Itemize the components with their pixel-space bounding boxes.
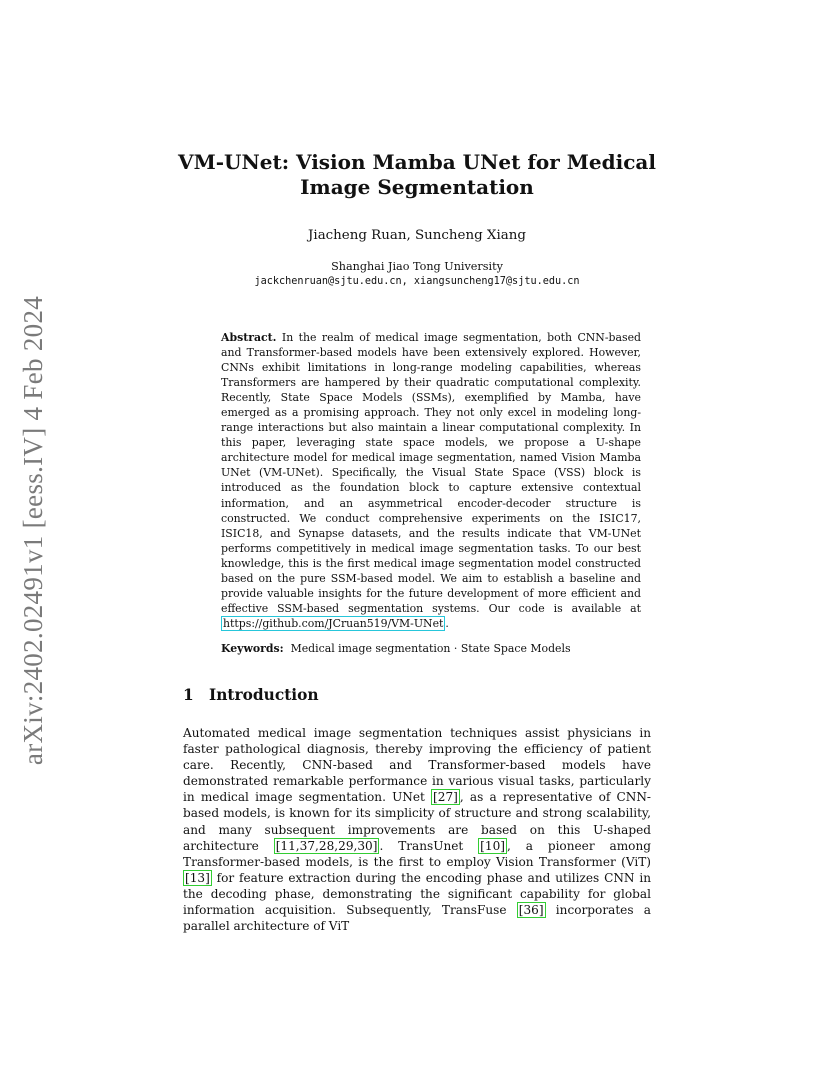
- keywords-label: Keywords:: [221, 642, 284, 655]
- section-heading-introduction: [183, 686, 319, 704]
- authors: Jiacheng Ruan, Suncheng Xiang: [308, 228, 526, 243]
- intro-text-4: , a pioneer among Transformer-based models, is the first to employ Vision Transformer (ViT): [183, 838, 651, 869]
- code-link[interactable]: https://github.com/JCruan519/VM-UNet: [223, 616, 444, 630]
- arxiv-identifier: arXiv:2402.02491v1 [eess.IV] 4 Feb 2024: [18, 295, 49, 765]
- keywords: [221, 642, 641, 655]
- affiliation: Shanghai Jiao Tong University: [331, 260, 503, 273]
- intro-text-5: for feature extraction during the encoding phase and utilizes CNN in the decoding phase, demonstrating the significant capability for global information acquisition. Subsequently, TransFuse: [183, 870, 651, 918]
- affiliation-block: [150, 259, 684, 289]
- abstract: [221, 330, 641, 631]
- intro-text-2: , as a representative of CNN-based models, is known for its simplicity of structure and strong scalability, and many subsequent improvements are based on this U-shaped architecture: [183, 790, 651, 853]
- abstract-text: In the realm of medical image segmentation, both CNN-based and Transformer-based models have been extensively explored. However, CNNs exhibit limitations in long-range modeling capabilities, whereas Transformers are hampered by their quadratic computational complexity. Recently, State Space Models (SSMs), exemplified by Mamba, have emerged as a promising approach. They not only excel in modeling long-range interactions but also maintain a linear computational complexity. In this paper, leveraging state space models, we propose a U-shape architecture model for medical image segmentation, named Vision Mamba UNet (VM-UNet). Specifically, the Visual State Space (VSS) block is introduced as the foundation block to capture extensive contextual information, and an asymmetrical encoder-decoder structure is constructed. We conduct comprehensive experiments on the ISIC17, ISIC18, and Synapse datasets, and the results indicate that VM-UNet performs competitively in medical image segmentation tasks. To our best knowledge, this is the first medical image segmentation model constructed based on the pure SSM-based model. We aim to establish a baseline and provide valuable insights for the future development of more efficient and effective SSM-based segmentation systems. Our code is available at: [221, 331, 641, 615]
- intro-text-3: . TransUnet: [379, 838, 479, 853]
- citation-link[interactable]: [13]: [185, 870, 210, 885]
- paper-title: VM-UNet: Vision Mamba UNet for Medical Image Segmentation: [178, 150, 656, 199]
- abstract-period: .: [445, 616, 449, 630]
- citation-link[interactable]: [10]: [480, 838, 505, 853]
- section-number: 1: [183, 686, 194, 704]
- author-emails[interactable]: jackchenruan@sjtu.edu.cn, xiangsuncheng17@sjtu.edu.cn: [254, 276, 580, 287]
- introduction-paragraph: [183, 725, 651, 934]
- keywords-text: Medical image segmentation · State Space Models: [290, 642, 571, 655]
- citation-link[interactable]: [11,37,28,29,30]: [275, 838, 378, 853]
- intro-text-6: incorporates a parallel architecture of ViT: [183, 903, 651, 934]
- citation-link[interactable]: [27]: [433, 790, 458, 805]
- abstract-label: Abstract.: [221, 331, 277, 344]
- section-title: Introduction: [209, 686, 319, 704]
- intro-text-1: Automated medical image segmentation techniques assist physicians in faster pathological diagnosis, thereby improving the efficiency of patient care. Recently, CNN-based and Transformer-based models have demonstrated remarkable performance in various visual tasks, particularly in medical image segmentation. UNet: [183, 726, 651, 805]
- citation-link[interactable]: [36]: [518, 903, 544, 918]
